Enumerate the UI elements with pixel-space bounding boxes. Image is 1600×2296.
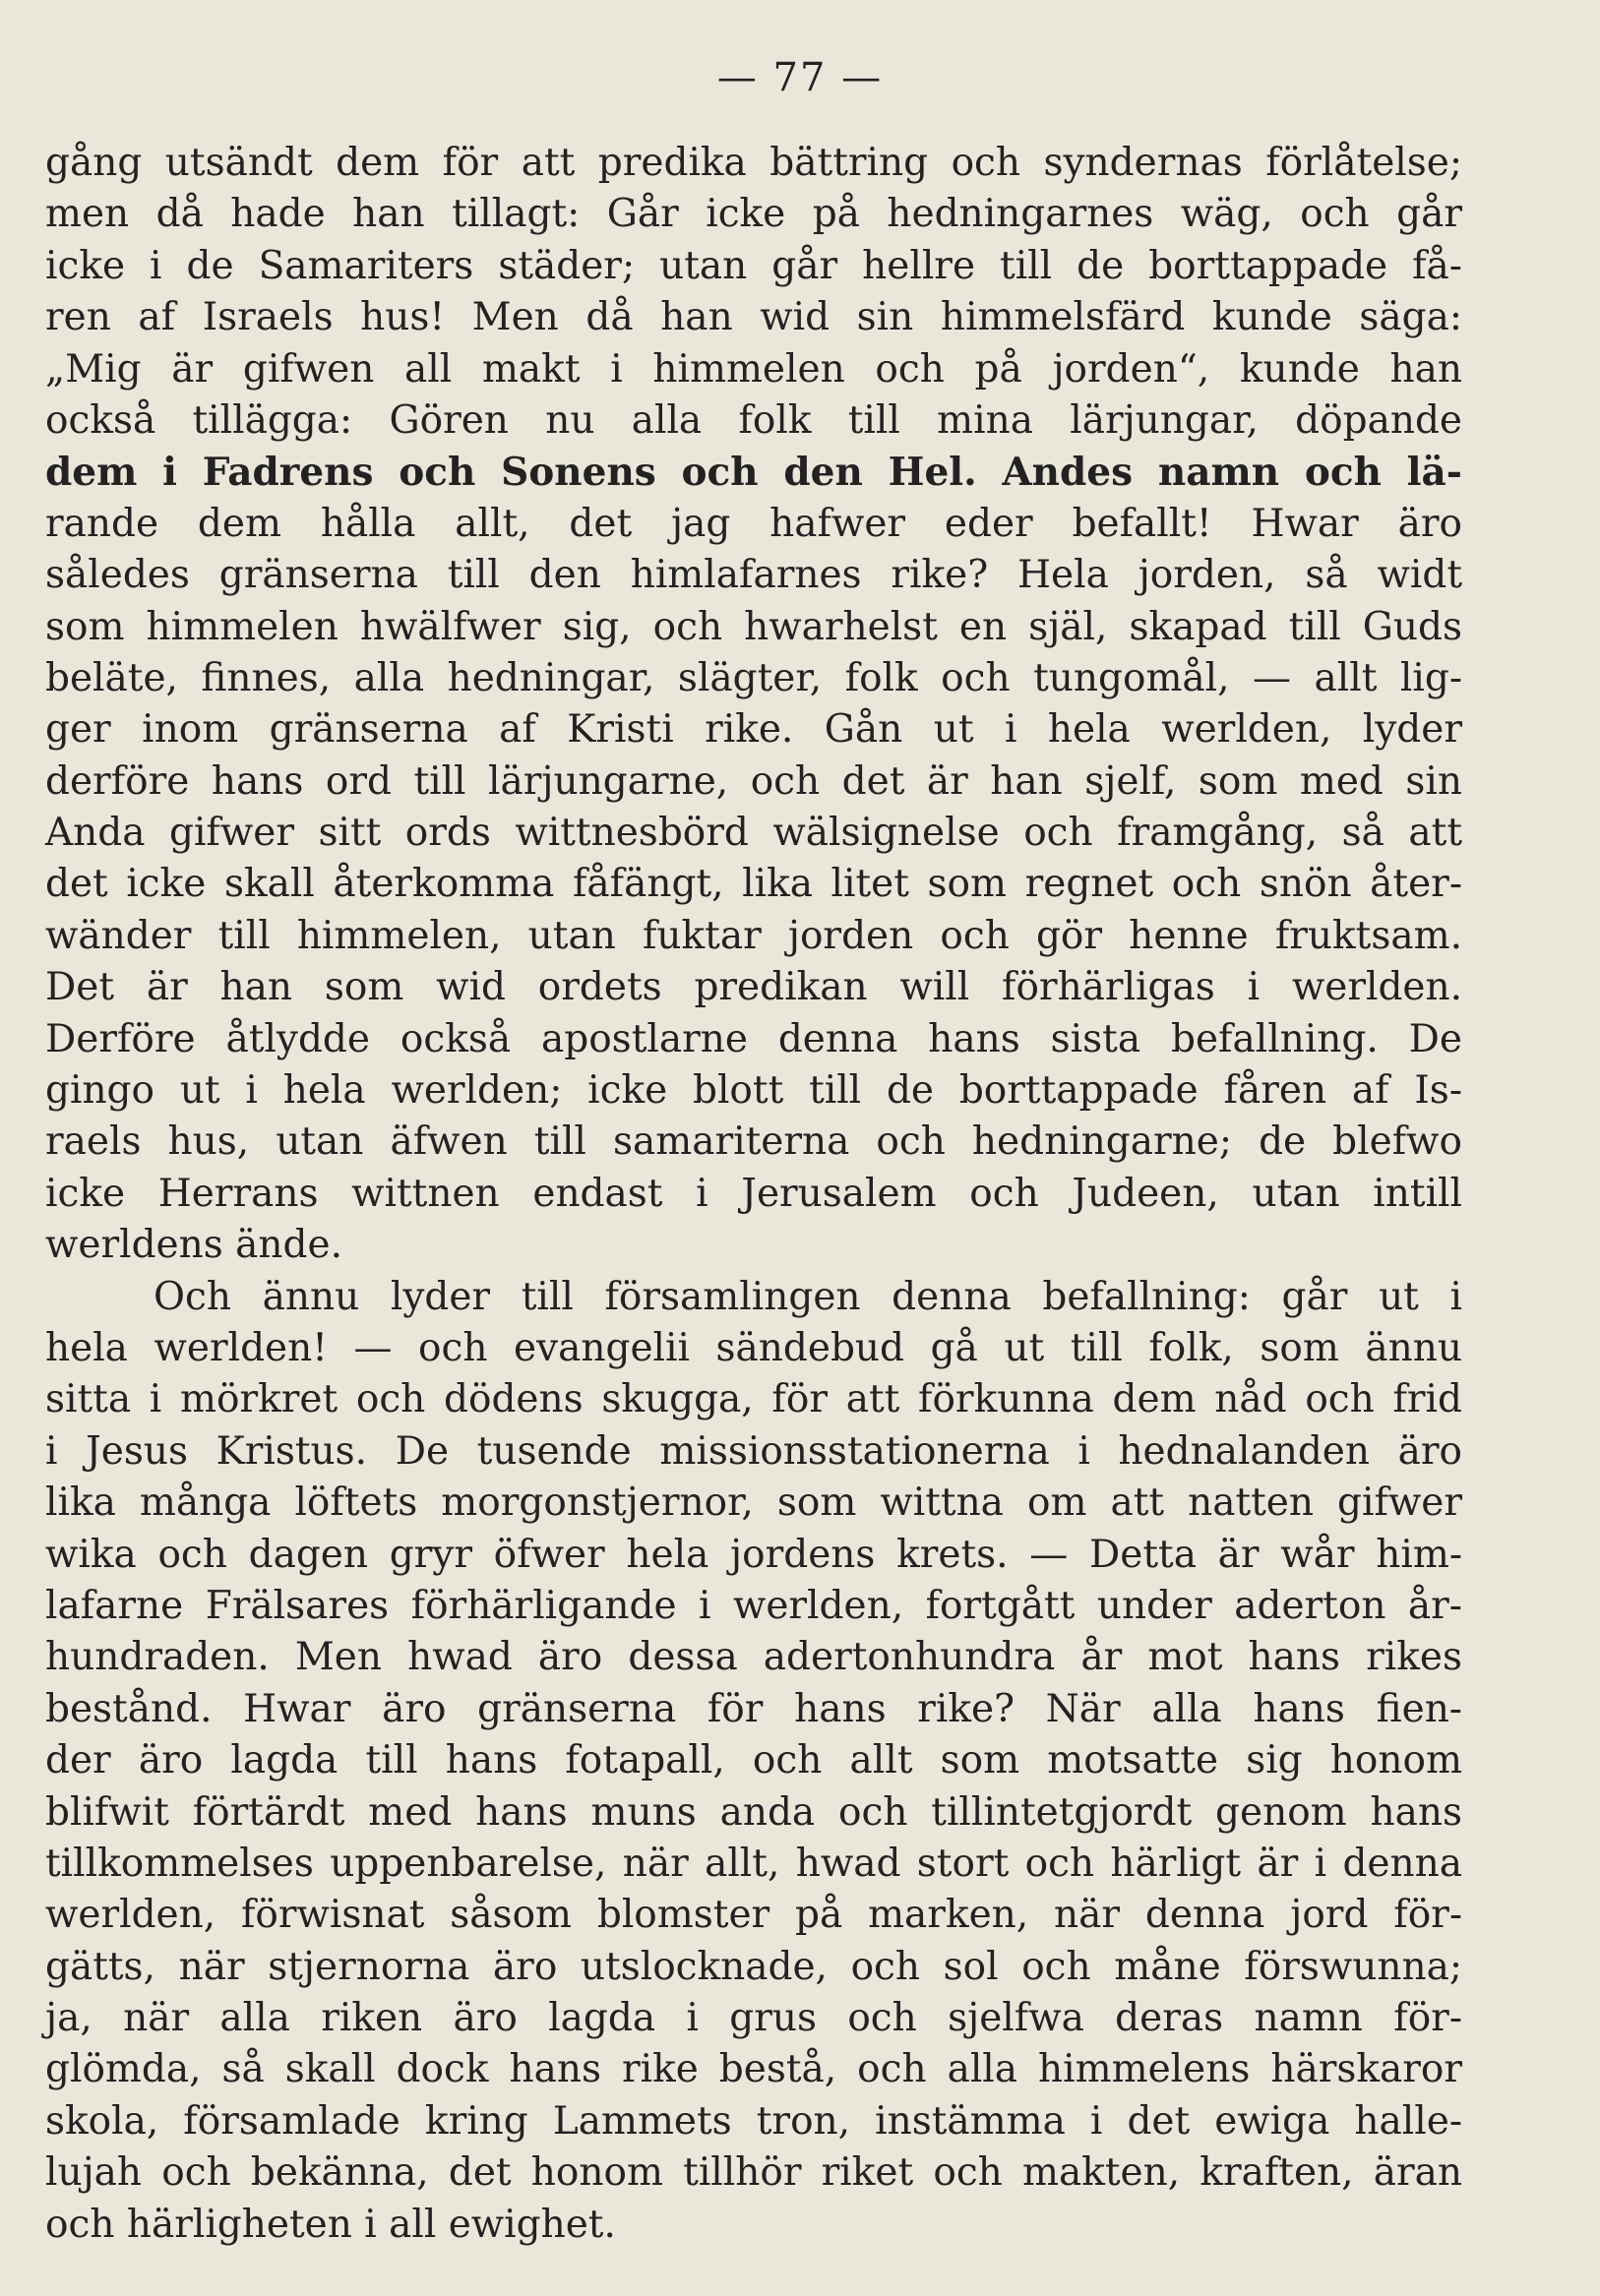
text-line: wika och dagen gryr öfwer hela jordens krets. — Detta är wår him- xyxy=(45,1532,1462,1577)
text-line: och härligheten i all ewighet. xyxy=(45,2202,616,2247)
text-line: derföre hans ord till lärjungarne, och det är han sjelf, som med sin xyxy=(45,758,1462,804)
text-line: således gränserna till den himlafarnes rike? Hela jorden, så widt xyxy=(45,553,1462,598)
text-line: rande dem hålla allt, det jag hafwer eder befallt! Hwar äro xyxy=(45,501,1462,546)
text-line: tillkommelses uppenbarelse, när allt, hwad stort och härligt är i denna xyxy=(45,1841,1462,1886)
text-line: raels hus, utan äfwen till samariterna och hedningarne; de blefwo xyxy=(45,1119,1462,1165)
text-line: Anda gifwer sitt ords wittnesbörd wälsignelse och framgång, så att xyxy=(45,811,1462,856)
text-line: också tillägga: Gören nu alla folk till mina lärjungar, döpande xyxy=(45,397,1462,443)
text-line: beläte, finnes, alla hedningar, slägter, folk och tungomål, — allt lig- xyxy=(45,655,1462,700)
text-line: det icke skall återkomma fåfängt, lika litet som regnet och snön åter- xyxy=(45,862,1462,907)
text-line: wänder till himmelen, utan fuktar jorden och gör henne fruktsam. xyxy=(45,913,1462,958)
page-number: — 77 — xyxy=(716,55,884,100)
text-line: werlden, förwisnat såsom blomster på marken, när denna jord för- xyxy=(45,1893,1462,1938)
text-line: „Mig är gifwen all makt i himmelen och på jorden“, kunde han xyxy=(45,346,1462,392)
body-text xyxy=(45,138,1462,2251)
text-line: gätts, när stjernorna äro utslocknade, och sol och måne förswunna; xyxy=(45,1944,1462,1989)
text-line: men då hade han tillagt: Går icke på hedningarnes wäg, och går xyxy=(45,192,1462,237)
text-line: glömda, så skall dock hans rike bestå, och alla himmelens härskaror xyxy=(45,2047,1462,2092)
text-line: ren af Israels hus! Men då han wid sin himmelsfärd kunde säga: xyxy=(45,295,1462,340)
text-line: som himmelen hwälfwer sig, och hwarhelst en själ, skapad till Guds xyxy=(45,604,1462,649)
text-line: der äro lagda till hans fotapall, och allt som motsatte sig honom xyxy=(45,1738,1462,1783)
text-line: Derföre åtlydde också apostlarne denna hans sista befallning. De xyxy=(45,1016,1462,1061)
text-line: hundraden. Men hwad äro dessa adertonhundra år mot hans rikes xyxy=(45,1635,1462,1680)
text-line: hela werlden! — och evangelii sändebud gå ut till folk, som ännu xyxy=(45,1325,1462,1370)
text-line: gingo ut i hela werlden; icke blott till de borttappade fåren af Is- xyxy=(45,1068,1462,1114)
text-line: lafarne Frälsares förhärligande i werlden, fortgått under aderton år- xyxy=(45,1583,1462,1628)
text-line: sitta i mörkret och dödens skugga, för att förkunna dem nåd och frid xyxy=(45,1377,1462,1422)
text-line: gång utsändt dem för att predika bättring och syndernas förlåtelse; xyxy=(45,141,1462,185)
text-line: dem i Fadrens och Sonens och den Hel. Andes namn och lä- xyxy=(45,450,1462,496)
text-line: skola, församlade kring Lammets tron, instämma i det ewiga halle- xyxy=(45,2098,1462,2144)
text-line: lika många löftets morgonstjernor, som wittna om att natten gifwer xyxy=(45,1480,1462,1526)
text-line: ja, när alla riken äro lagda i grus och sjelfwa deras namn för- xyxy=(45,1996,1462,2041)
text-line: Det är han som wid ordets predikan will förhärligas i werlden. xyxy=(45,965,1462,1010)
text-line: bestånd. Hwar äro gränserna för hans rike? När alla hans fien- xyxy=(45,1686,1462,1731)
text-line: icke Herrans wittnen endast i Jerusalem och Judeen, utan intill xyxy=(45,1171,1462,1216)
text-line: blifwit förtärdt med hans muns anda och tillintetgjordt genom hans xyxy=(45,1789,1462,1835)
text-line: i Jesus Kristus. De tusende missionsstationerna i hednalanden äro xyxy=(45,1428,1462,1474)
text-line: lujah och bekänna, det honom tillhör riket och makten, kraften, äran xyxy=(45,2150,1462,2196)
text-line: werldens ände. xyxy=(45,1223,342,1268)
text-line: Och ännu lyder till församlingen denna befallning: går ut i xyxy=(154,1274,1462,1319)
text-line: ger inom gränserna af Kristi rike. Gån ut i hela werlden, lyder xyxy=(45,707,1462,753)
text-line: icke i de Samariters städer; utan går hellre till de borttappade få- xyxy=(45,243,1462,288)
